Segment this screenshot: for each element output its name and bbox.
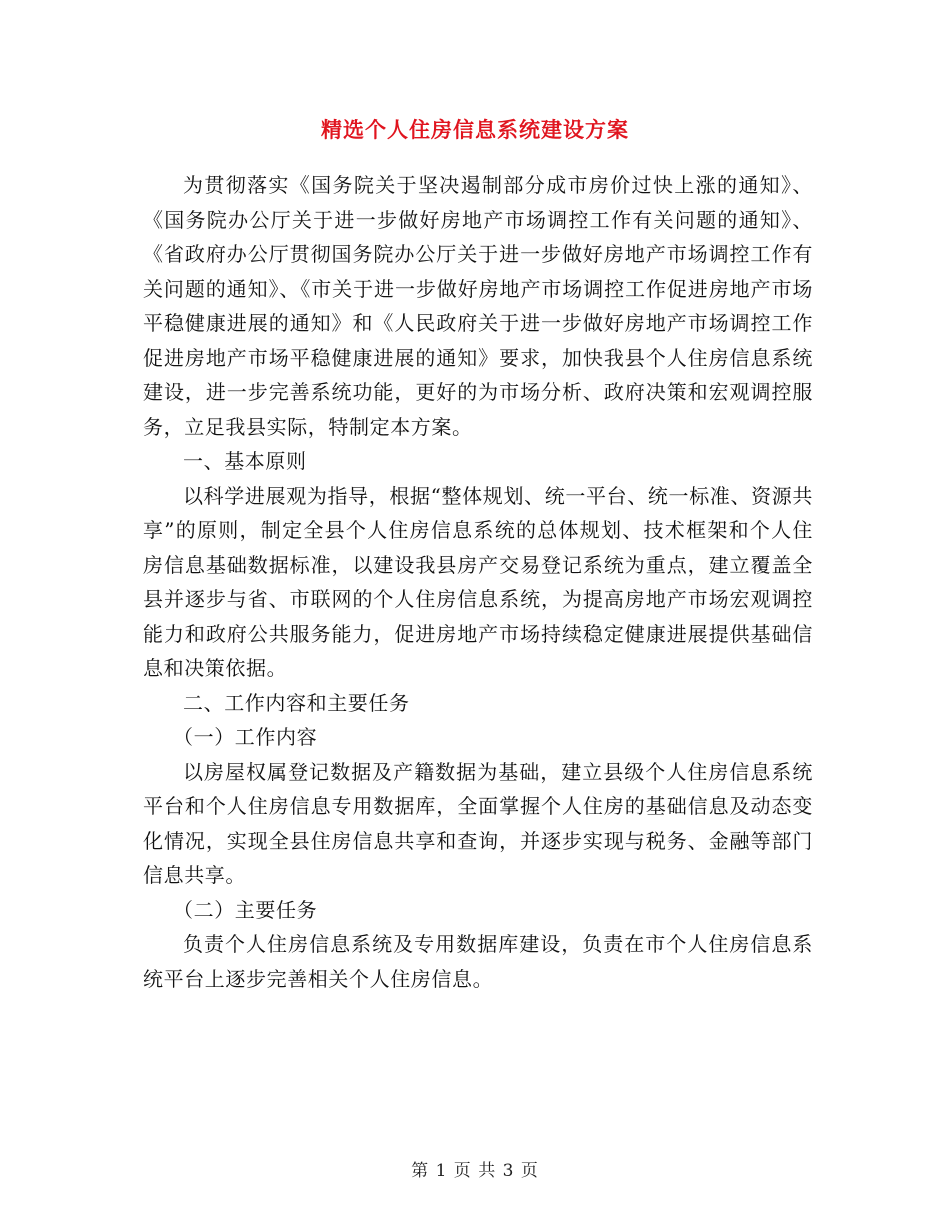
subsection-heading-main-tasks: （二）主要任务: [173, 897, 318, 922]
subsection-heading-work-content: （一）工作内容: [173, 725, 318, 749]
document-body: [143, 168, 813, 996]
main-tasks-paragraph: 负责个人住房信息系统及专用数据库建设，负责在市个人住房信息系统平台上逐步完善相关个人住房信息。: [143, 932, 813, 991]
page-number-footer: 第 1 页 共 3 页: [411, 1161, 539, 1181]
intro-paragraph: 为贯彻落实《国务院关于坚决遏制部分成市房价过快上涨的通知》、《国务院办公厅关于进一步做好房地产市场调控工作有关问题的通知》、《省政府办公厅贯彻国务院办公厅关于进一步做好房地产市场调控工作有关问题的通知》、《市关于进一步做好房地产市场调控工作促进房地产市场平稳健康进展的通知》和《人民政府关于进一步做好房地产市场调控工作促进房地产市场平稳健康进展的通知》要求，加快我县个人住房信息系统建设，进一步完善系统功能，更好的为市场分析、政府决策和宏观调控服务，立足我县实际，特制定本方案。: [143, 173, 813, 439]
work-content-paragraph: 以房屋权属登记数据及产籍数据为基础，建立县级个人住房信息系统平台和个人住房信息专用数据库，全面掌握个人住房的基础信息及动态变化情况，实现全县住房信息共享和查询，并逐步实现与税务、金融等部门信息共享。: [143, 759, 813, 887]
principles-paragraph: 以科学进展观为指导，根据“整体规划、统一平台、统一标准、资源共享”的原则，制定全县个人住房信息系统的总体规划、技术框架和个人住房信息基础数据标准，以建设我县房产交易登记系统为重点，建立覆盖全县并逐步与省、市联网的个人住房信息系统，为提高房地产市场宏观调控能力和政府公共服务能力，促进房地产市场持续稳定健康进展提供基础信息和决策依据。: [143, 483, 813, 680]
section-heading-tasks: 二、工作内容和主要任务: [183, 690, 410, 715]
document-title: 精选个人住房信息系统建设方案: [321, 117, 629, 142]
section-heading-principles: 一、基本原则: [183, 449, 307, 473]
